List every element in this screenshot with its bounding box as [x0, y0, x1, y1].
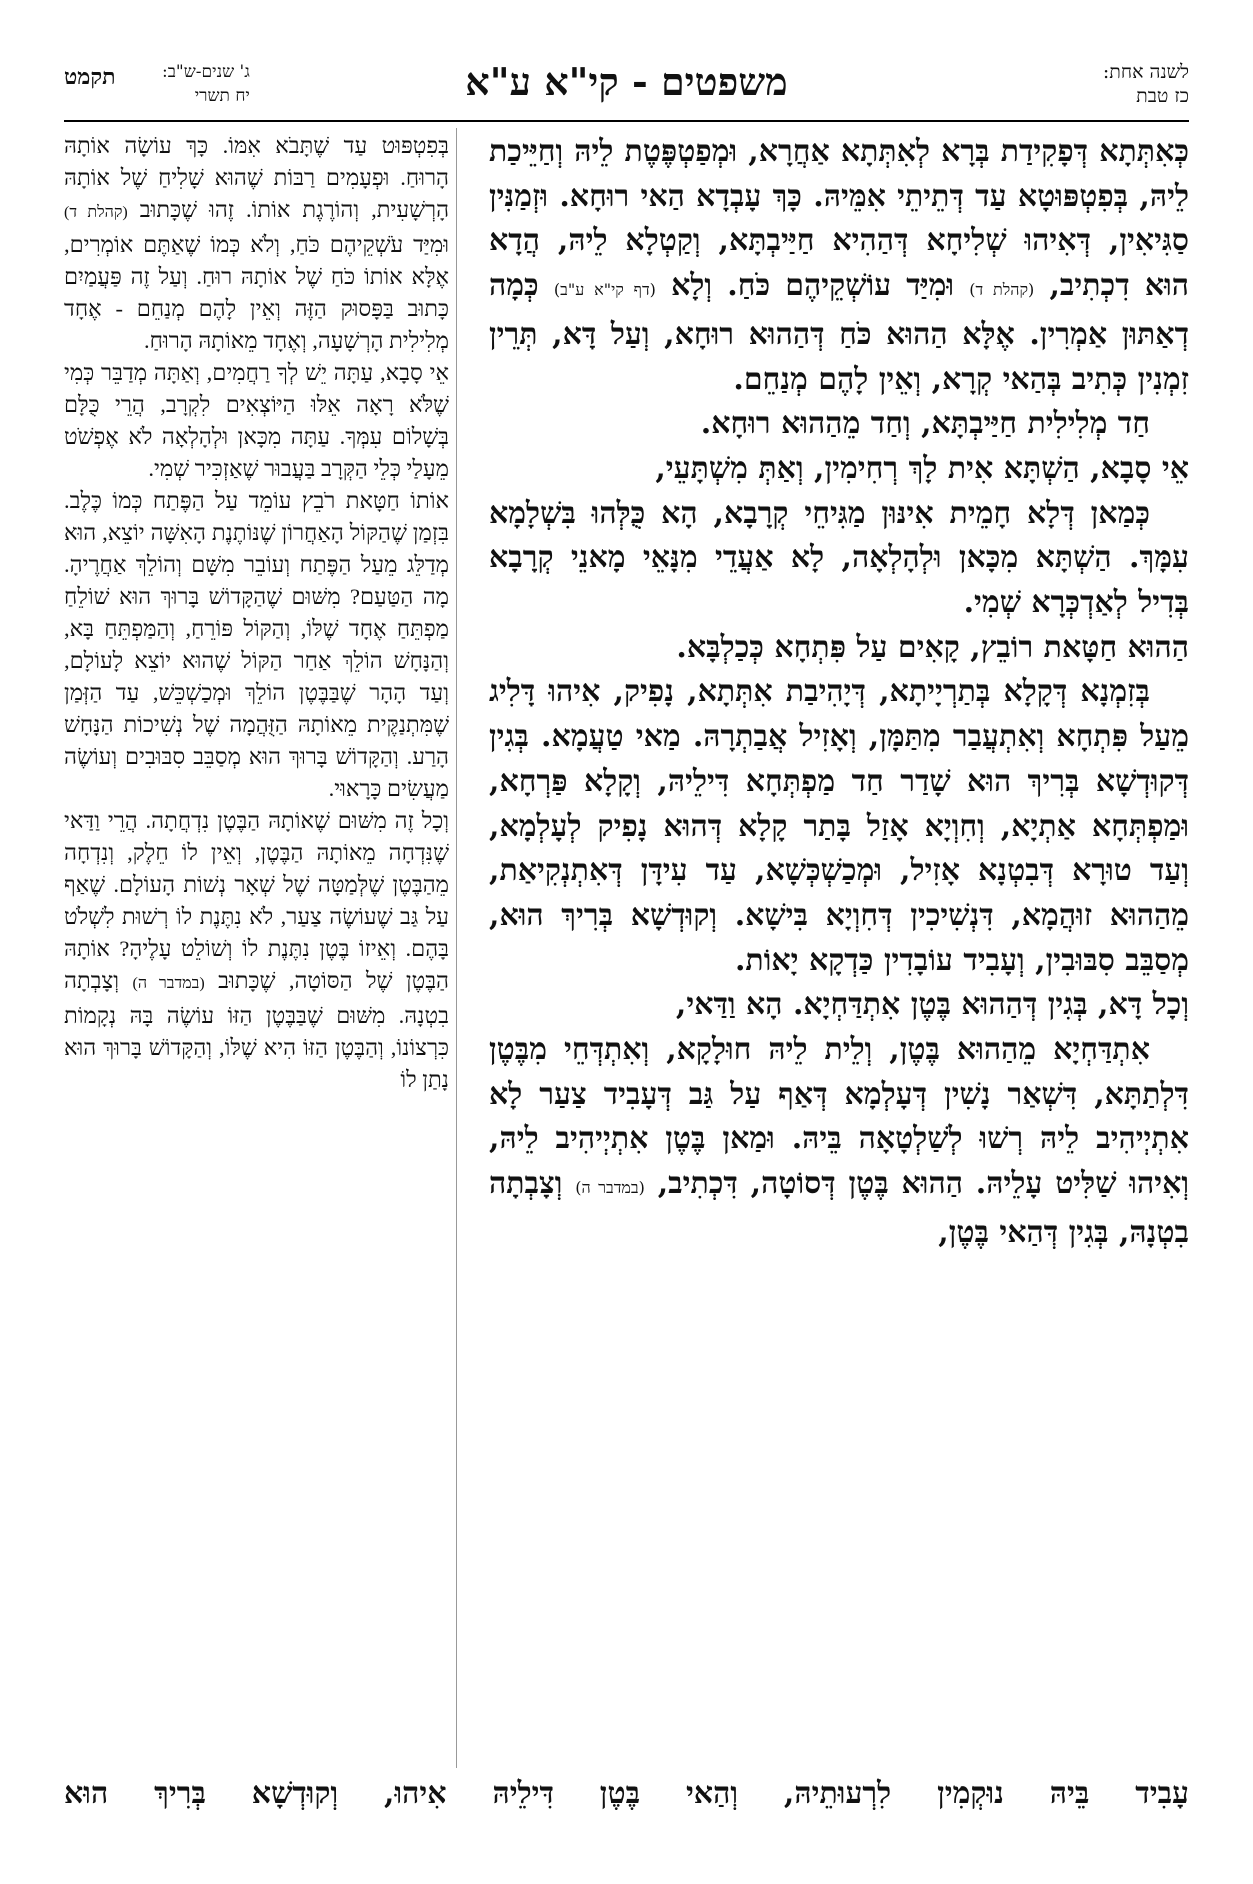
translation-column — [64, 130, 449, 1770]
side-paragraph-2: אֵי סָבָא, עַתָּה יֵשׁ לְךָ רַחֲמִים, וְאַתָּה מְדַבֵּר כְּמִי שֶׁלֹּא רָאָה אֵלּוּ הַיּוֹצְאִים לִקְרָב, הֲרֵי כֻּלָּם בְּשָׁלוֹם עִמְּךָ. עַתָּה מִכָּאן וּלְהָלְאָה לֹא אֶפְשֹׁט מֵעָלַי כְּלֵי הַקְּרָב בַּעֲבוּר שֶׁאַזְכִּיר שְׁמִי. — [64, 360, 449, 481]
side-paragraph-1 — [64, 130, 449, 357]
main-column — [489, 130, 1189, 1770]
verse-reference: (במדבר ה) — [575, 1178, 645, 1198]
main-paragraph-1 — [489, 130, 1189, 402]
column-divider — [456, 128, 457, 1768]
side-text: וּמִיַּד עֹשְׁקֵיהֶם כֹּחַ, וְלֹא כְּמוֹ שֶׁאַתֶּם אוֹמְרִים, אֶלָּא אוֹתוֹ כֹּחַ שֶׁל אוֹתָהּ רוּחַ. וְעַל זֶה פַּעֲמַיִם כָּתוּב בַּפָּסוּק הַזֶּה וְאֵין לָהֶם מְנַחֵם - אֶחָד מְלִילִית הָרְשָׁעָה, וְאֶחָד מֵאוֹתָהּ הָרוּחַ. — [64, 232, 449, 353]
main-text: אִתְדַּחְיָא מֵהַהוּא בֶּטֶן, וְלֵית לֵיהּ חוּלָקָא, וְאִתְדְּחֵי מִבֶּטֶן דִּלְתַתָּא, דִּשְׁאַר נָשִׁין דְּעָלְמָא דְּאַף עַל גַּב דְּעָבִיד צַעַר לָא אִתְיְיהִיב לֵיהּ רְשׁוּ לְשַׁלְטָאָה בֵּיהּ. וּמַאן בֶּטֶן אִתְיְיהִיב לֵיהּ, וְאִיהוּ שַׁלִּיט עָלֵיהּ. הַהוּא בֶּטֶן דְּסוֹטָה, דִּכְתִיב, — [489, 1032, 1189, 1202]
main-paragraph-5: הַהוּא חַטָּאת רוֹבֵץ, קָאִים עַל פִּתְחָא כְּכַלְבָּא. — [676, 629, 1189, 665]
side-paragraph-3: אוֹתוֹ חַטָּאת רֹבֵץ עוֹמֵד עַל הַפֶּתַח כְּמוֹ כֶּלֶב. בִּזְמַן שֶׁהַקּוֹל הָאַחֲרוֹן שֶׁנּוֹתֶנֶת הָאִשָּׁה יוֹצֵא, הוּא מְדַלֵּג מֵעַל הַפֶּתַח וְעוֹבֵר מִשָּׁם וְהוֹלֵךְ אַחֲרֶיהָ. מָה הַטַּעַם? מִשּׁוּם שֶׁהַקָּדוֹשׁ בָּרוּךְ הוּא שׁוֹלֵחַ מַפְתֵּחַ אֶחָד שֶׁלּוֹ, וְהַקּוֹל פּוֹרֵחַ, וְהַמַּפְתֵּחַ בָּא, וְהַנָּחָשׁ הוֹלֵךְ אַחַר הַקּוֹל שֶׁהוּא יוֹצֵא לָעוֹלָם, וְעַד הָהָר שֶׁבַּבֶּטֶן הוֹלֵךְ וּמְכַשְׁכֵּשׁ, עַד הַזְּמַן שֶׁמִּתְנַקֶּית מֵאוֹתָהּ הַזֻּהֲמָה שֶׁל נְשִׁיכוֹת הַנָּחָשׁ הָרַע. וְהַקָּדוֹשׁ בָּרוּךְ הוּא מְסַבֵּב סִבּוּבִים וְעוֹשֶׂה מַעֲשִׂים כָּרָאוּי. — [64, 488, 449, 801]
side-text: בְּפִטְפּוּט עַד שֶׁתָּבֹא אִמּוֹ. כָּךְ עוֹשָׂה אוֹתָהּ הָרוּחַ. וּפְעָמִים רַבּוֹת שֶׁהוּא שָׁלִיחַ שֶׁל אוֹתָהּ הָרְשָׁעִית, וְהוֹרֶגֶת אוֹתוֹ. זֶהוּ שֶׁכָּתוּב — [64, 133, 449, 222]
page-reference: (דף קי"א ע"ב) — [553, 280, 656, 300]
main-text: וּמִיַּד עוֹשְׁקֵיהֶם כֹּחַ. וְלָא — [671, 268, 955, 304]
bottom-full-width-line: עָבִיד בֵּיהּ נוּקְמִין לִרְעוּתֵיהּ, וְהַאי בֶּטֶן דִּילֵיהּ אִיהוּ, וְקוּדְשָׁא בְּרִיךְ הוּא — [64, 1776, 1189, 1811]
header-left-info — [162, 60, 250, 108]
side-text: וְצָבְתָה בִטְנָהּ. מִשּׁוּם שֶׁבַּבֶּטֶן הַזּוֹ עוֹשֶׂה בָּהּ נְקָמוֹת כִּרְצוֹנוֹ, וְהַבֶּטֶן הַזּוֹ הִיא שֶׁלּוֹ, וְהַקָּדוֹשׁ בָּרוּךְ הוּא נָתַן לוֹ — [64, 968, 449, 1092]
main-paragraph-4: כְּמַאן דְּלָא חָמֵית אִינּוּן מַגִּיחֵי קְרָבָא, הָא כֻּלְּהוּ בִּשְׁלָמָא עִמָּךְ. הַשְׁתָּא מִכָּאן וּלְהָלְאָה, לָא אַעֲדֵי מִנָּאֵי מָאנֵי קְרָבָא בְּדִיל לְאַדְכְּרָא שְׁמִי. — [489, 495, 1189, 621]
main-text: כְּאִתְּתָא דְּפָקִידַת בְּרָא לְאִתְּתָא אַחֲרָא, וּמְפַטְפֶּטֶת לֵיהּ וְחַיֵּיכַת לֵיהּ, בְּפִטְפּוּטָא עַד דְּתֵיתֵי אִמֵּיהּ. כָּךְ עָבְדָא הַאי רוּחָא. וּזְמַנִּין סַגִּיאִין, דְּאִיהוּ שְׁלִיחָא דְּהַהִיא חַיַּיבְתָּא, וְקַטְלָא לֵיהּ, הֲדָא הוּא דִכְתִיב, — [489, 134, 1189, 304]
side-text: וְכָל זֶה מִשּׁוּם שֶׁאוֹתָהּ הַבֶּטֶן נִדְחֲתָה. הֲרֵי וַדַּאי שֶׁנִּדְחָה מֵאוֹתָהּ הַבֶּטֶן, וְאֵין לוֹ חֵלֶק, וְנִדְחָה מֵהַבֶּטֶן שֶׁלְּמַטָּה שֶׁל שְׁאָר נְשׁוֹת הָעוֹלָם. שֶׁאַף עַל גַּב שֶׁעוֹשֶׂה צַעַר, לֹא נִתֶּנֶת לוֹ רְשׁוּת לִשְׁלֹט בָּהֶם. וְאֵיזוֹ בֶּטֶן נִתֶּנֶת לוֹ וְשׁוֹלֵט עָלֶיהָ? אוֹתָהּ הַבֶּטֶן שֶׁל הַסּוֹטָה, שֶׁכָּתוּב — [64, 808, 449, 993]
verse-reference: (קהלת ד) — [64, 204, 128, 221]
main-paragraph-3: אֵי סָבָא, הַשְׁתָּא אִית לָךְ רְחִימִין, וְאַתְּ מִשְׁתָּעֵי, — [655, 450, 1189, 486]
page-number: תקמט — [64, 64, 116, 90]
verse-reference: (במדבר ה) — [132, 975, 205, 992]
header-left-line1: ג' שנים-ש"ב: — [162, 62, 250, 82]
main-paragraph-8 — [489, 1028, 1189, 1256]
header-right-line2: כז טבת — [1136, 85, 1189, 107]
main-text: כְּמָה דְאַתּוּן אַמְרִין. אֶלָּא הַהוּא כֹּחַ דְּהַהוּא רוּחָא, וְעַל דָּא, תְּרֵין זִמְנִין כְּתִיב בְּהַאי קְרָא, וְאֵין לָהֶם מְנַחֵם. — [489, 268, 1189, 397]
page-title: משפטים - קי"א ע"א — [465, 59, 788, 104]
header-right-line1: לשנה אחת: — [1102, 61, 1189, 83]
side-paragraph-4 — [64, 805, 449, 1096]
main-paragraph-7: וְכָל דָּא, בְּגִין דְּהַהוּא בֶּטֶן אִתְדַּחְיָא. הָא וַדַּאי, — [675, 987, 1189, 1023]
page-header — [64, 58, 1189, 114]
header-left-line2: יח תשרי — [194, 86, 250, 106]
main-paragraph-6: בְּזִמְנָא דְּקָלָא בְּתַרְיָיתָא, דְּיָהִיבַת אִתְּתָא, נָפִיק, אִיהוּ דָּלִיג מֵעַל פִּתְחָא וְאִתְעֲבַר מִתַּמָּן, וְאָזִיל אֲבַתְרָהּ. מַאי טַעֲמָא. בְּגִין דְּקוּדְשָׁא בְּרִיךְ הוּא שָׁדַר חַד מַפְתְּחָא דִּילֵיהּ, וְקָלָא פַּרְחָא, וּמַפְתְּחָא אַתְיָא, וְחִוְיָא אָזַל בָּתַר קָלָא דְּהוּא נָפִיק לְעָלְמָא, וְעַד טוּרָא דְּבִטְנָא אָזִיל, וּמְכַשְׁכְּשָׁא, עַד עִידָּן דְּאִתְנְקִיאַת, מֵהַהוּא זוּהֲמָא, דִּנְשִׁיכִין דְּחִוְיָא בִּישָׁא. וְקוּדְשָׁא בְּרִיךְ הוּא, מְסַבֵּב סִבּוּבִין, וְעָבִיד עוֹבָדִין כַּדְקָא יָאוֹת. — [489, 674, 1189, 978]
main-text: וְצָבְתָה בִטְנָהּ, בְּגִין דְּהַאי בֶּטֶן, — [489, 1166, 1189, 1250]
header-divider — [64, 120, 1189, 122]
verse-reference: (קהלת ד) — [969, 280, 1035, 300]
main-paragraph-2: חַד מְלִילִית חַיַּיבְתָּא, וְחַד מֵהַהוּא רוּחָא. — [700, 406, 1150, 442]
